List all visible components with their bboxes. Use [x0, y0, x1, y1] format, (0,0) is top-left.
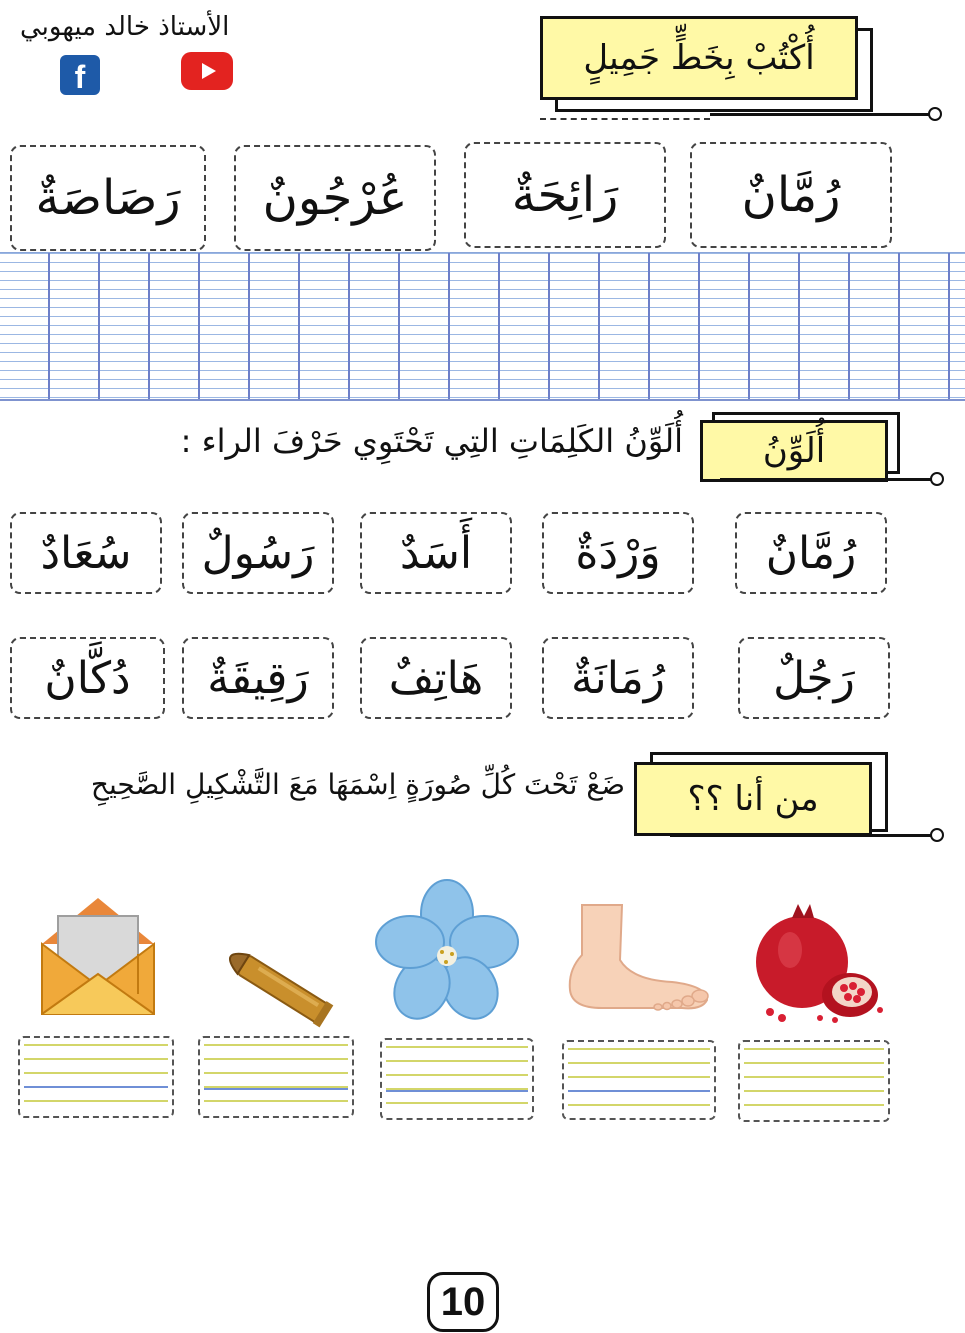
- color-word-2[interactable]: وَرْدَةٌ: [542, 512, 694, 594]
- write-word-1: رُمَّانٌ: [690, 142, 892, 248]
- color-word-3[interactable]: أَسَدٌ: [360, 512, 512, 594]
- answer-box-bullet[interactable]: [198, 1036, 354, 1118]
- section1-title-underline: [540, 118, 710, 120]
- answer-box-flower[interactable]: [380, 1038, 534, 1120]
- section2-connector: [720, 478, 934, 481]
- section1-connector: [710, 113, 932, 116]
- bullet-image: [198, 928, 348, 1038]
- write-word-3: عُرْجُونٌ: [234, 145, 436, 251]
- section1-connector-dot: [928, 107, 942, 121]
- section3-connector: [670, 834, 934, 837]
- youtube-icon[interactable]: [181, 52, 233, 90]
- facebook-icon[interactable]: f: [60, 55, 100, 95]
- answer-box-envelope[interactable]: [18, 1036, 174, 1118]
- foot-image: [562, 900, 712, 1020]
- envelope-image: [38, 894, 158, 1016]
- answer-box-pomegranate[interactable]: [738, 1040, 890, 1122]
- color-word-8[interactable]: هَاتِفٌ: [360, 637, 512, 719]
- section3-connector-dot: [930, 828, 944, 842]
- color-word-10[interactable]: دُكَّانٌ: [10, 637, 165, 719]
- color-word-7[interactable]: رُمَانَةٌ: [542, 637, 694, 719]
- color-word-4[interactable]: رَسُولٌ: [182, 512, 334, 594]
- write-word-4: رَصَاصَةٌ: [10, 145, 206, 251]
- section3-title: من أنا ؟؟: [634, 762, 872, 836]
- section3-instruction: ضَعْ تَحْتَ كُلِّ صُورَةٍ اِسْمَهَا مَعَ التَّشْكِيلِ الصَّحِيحِ: [90, 768, 625, 801]
- flower-image: [372, 876, 522, 1026]
- section1-title: أُكْتُبْ بِخَطٍّ جَمِيلٍ: [540, 16, 858, 100]
- pomegranate-image: [740, 900, 890, 1030]
- color-word-9[interactable]: رَقِيقَةٌ: [182, 637, 334, 719]
- page-number: 10: [427, 1272, 499, 1332]
- section2-title: أُلَوِّنُ: [700, 420, 888, 482]
- color-word-1[interactable]: رُمَّانٌ: [735, 512, 887, 594]
- section2-connector-dot: [930, 472, 944, 486]
- section2-instruction: أُلَوِّنُ الكَلِمَاتِ التِي تَحْتَوِي حَرْفَ الراء :: [180, 422, 683, 460]
- color-word-6[interactable]: رَجُلٌ: [738, 637, 890, 719]
- answer-box-foot[interactable]: [562, 1040, 716, 1120]
- handwriting-grid[interactable]: [0, 252, 965, 401]
- author-name: الأستاذ خالد ميهوبي: [20, 12, 230, 42]
- write-word-2: رَائِحَةٌ: [464, 142, 666, 248]
- color-word-5[interactable]: سُعَادٌ: [10, 512, 162, 594]
